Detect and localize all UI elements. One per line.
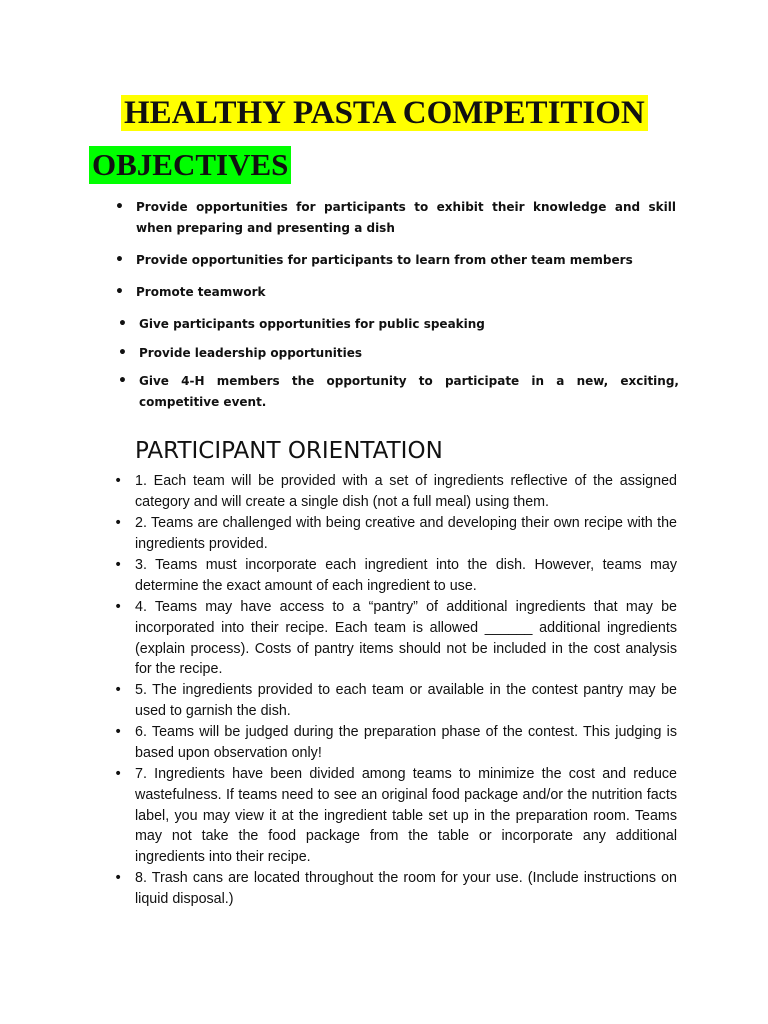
list-item	[114, 764, 677, 868]
orientation-text: 1. Each team will be provided with a set of ingredients reflective of the assigned category and will create a single dish (not a full meal) using them.	[135, 473, 677, 510]
orientation-text: 2. Teams are challenged with being creative and developing their own recipe with the ingredients provided.	[135, 515, 677, 552]
orientation-text: 5. The ingredients provided to each team or available in the contest pantry may be used to garnish the dish.	[135, 682, 677, 719]
objective-text: Provide leadership opportunities	[139, 346, 363, 360]
list-item	[114, 722, 677, 764]
objectives-heading: OBJECTIVES	[89, 146, 291, 184]
bullet-icon: •	[114, 515, 123, 531]
bullet-icon: •	[114, 870, 123, 886]
list-item	[118, 371, 679, 413]
bullet-icon: •	[118, 316, 127, 332]
bullet-icon: •	[115, 284, 124, 300]
bullet-icon: •	[114, 599, 123, 615]
document-title: HEALTHY PASTA COMPETITION	[121, 95, 648, 131]
bullet-icon: •	[114, 473, 123, 489]
list-item	[114, 471, 677, 513]
objective-text: Provide opportunities for participants to learn from other team members	[136, 253, 633, 267]
list-item	[114, 555, 677, 597]
list-item	[115, 197, 676, 239]
list-item	[115, 250, 676, 271]
objective-text: Give participants opportunities for public speaking	[139, 317, 485, 331]
bullet-icon: •	[115, 199, 124, 215]
orientation-text: 6. Teams will be judged during the preparation phase of the contest. This judging is based upon observation only!	[135, 724, 677, 761]
objective-text: Give 4-H members the opportunity to participate in a new, exciting, competitive event.	[139, 374, 679, 409]
bullet-icon: •	[114, 766, 123, 782]
orientation-text: 7. Ingredients have been divided among teams to minimize the cost and reduce wastefulness. If teams need to see an original food package and/or the nutrition facts label, you may view it at the ingredient table set up in the preparation room. Teams may not take the food package from the table or incorporate any additional ingredients into their recipe.	[135, 766, 677, 866]
list-item	[114, 597, 677, 680]
bullet-icon: •	[114, 557, 123, 573]
orientation-heading: PARTICIPANT ORIENTATION	[135, 438, 443, 464]
list-item	[114, 868, 677, 910]
orientation-text: 3. Teams must incorporate each ingredient into the dish. However, teams may determine the exact amount of each ingredient to use.	[135, 557, 677, 594]
bullet-icon: •	[114, 724, 123, 740]
orientation-text: 4. Teams may have access to a “pantry” of additional ingredients that may be incorporated into their recipe. Each team is allowed ______ additional ingredients (explain process). Costs of pantry items should not be included in the cost analysis for the recipe.	[135, 599, 677, 678]
list-item	[114, 513, 677, 555]
list-item	[118, 314, 679, 335]
bullet-icon: •	[115, 252, 124, 268]
objective-text: Promote teamwork	[136, 285, 266, 299]
bullet-icon: •	[118, 373, 127, 389]
objective-text: Provide opportunities for participants to exhibit their knowledge and skill when preparing and presenting a dish	[136, 200, 676, 235]
list-item	[114, 680, 677, 722]
bullet-icon: •	[118, 345, 127, 361]
bullet-icon: •	[114, 682, 123, 698]
orientation-text: 8. Trash cans are located throughout the room for your use. (Include instructions on liquid disposal.)	[135, 870, 677, 907]
list-item	[118, 343, 679, 364]
list-item	[115, 282, 676, 303]
